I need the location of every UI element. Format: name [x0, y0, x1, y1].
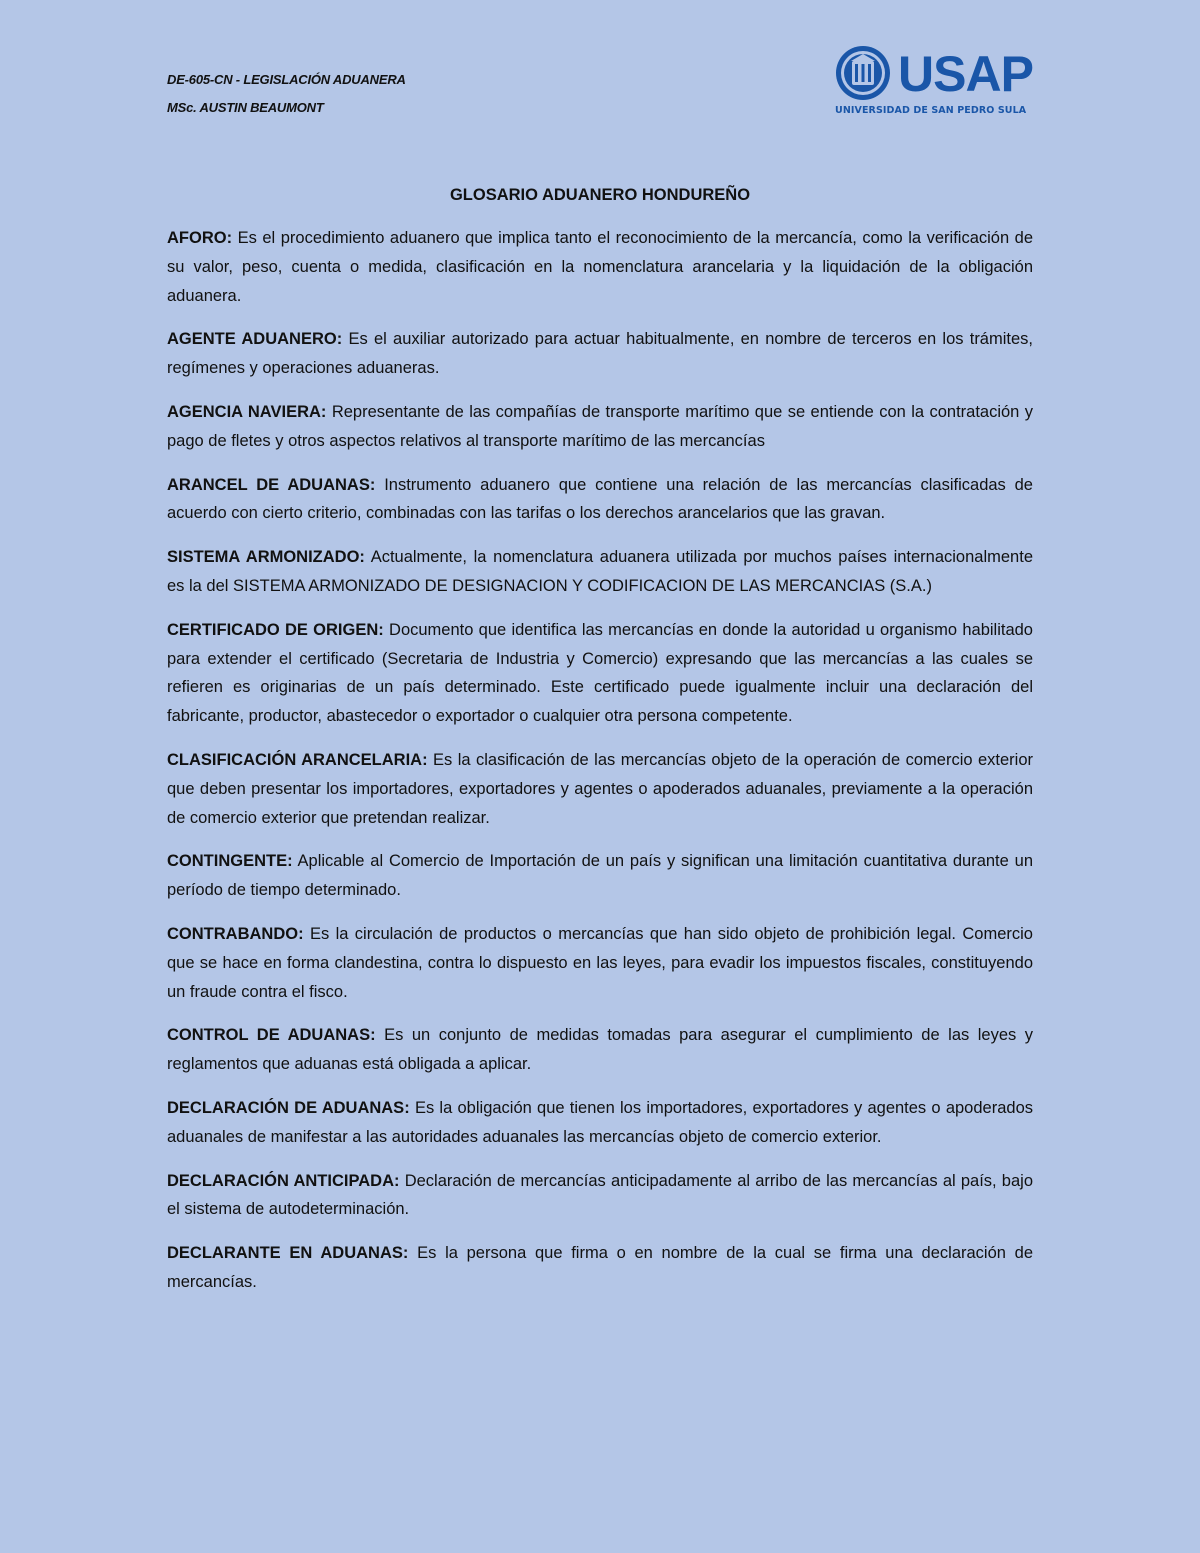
glossary-entry	[167, 1239, 1033, 1297]
glossary-entry	[167, 746, 1033, 832]
university-seal-icon	[834, 44, 892, 102]
glossary-term: AFORO:	[167, 229, 233, 247]
glossary-entry	[167, 471, 1033, 529]
glossary-entry	[167, 1167, 1033, 1225]
glossary-term: CERTIFICADO DE ORIGEN:	[167, 620, 384, 639]
usap-wordmark: USAP	[898, 46, 1033, 102]
glossary-term: CONTRABANDO:	[167, 924, 304, 943]
glossary-term: CONTINGENTE:	[167, 852, 293, 871]
page-title: GLOSARIO ADUANERO HONDUREÑO	[449, 186, 751, 204]
glossary-definition: Actualmente, la nomenclatura aduanera utilizada por muchos países internacionalmente es la del SISTEMA ARMONIZADO DE DESIGNACION Y CODIFICACION DE LAS MERCANCIAS (S.A.)	[167, 548, 1033, 595]
glossary-definition: Es la obligación que tienen los importadores, exportadores y agentes o apoderados aduanales de manifestar a las autoridades aduanales las mercancías objeto de comercio exterior.	[167, 1098, 1033, 1146]
glossary-entry	[167, 1094, 1033, 1152]
glossary-definition: Documento que identifica las mercancías en donde la autoridad u organismo habilitado para extender el certificado (Secretaria de Industria y Comercio) expresando que las mercancías a las cuales se refieren es originarias de un país determinado. Este certificado puede igualmente incluir una declaración del fabricante, productor, abastecedor o exportador o cualquier otra persona competente.	[167, 620, 1033, 726]
glossary-definition: Representante de las compañías de transporte marítimo que se entiende con la contratación y pago de fletes y otros aspectos relativos al transporte marítimo de las mercancías	[167, 402, 1034, 450]
glossary-term: DECLARANTE EN ADUANAS:	[167, 1244, 409, 1263]
glossary-entry	[167, 543, 1033, 601]
glossary-term: CONTROL DE ADUANAS:	[167, 1026, 376, 1045]
glossary-definition: Es la circulación de productos o mercancías que han sido objeto de prohibición legal. Comercio que se hace en forma clandestina, contra lo dispuesto en las leyes, para evadir los impuestos fiscales, constituyendo un fraude contra el fisco.	[167, 924, 1033, 1001]
glossary-definition: Declaración de mercancías anticipadamente al arribo de las mercancías al país, bajo el sistema de autodeterminación.	[167, 1171, 1034, 1219]
glossary-term: DECLARACIÓN ANTICIPADA:	[167, 1171, 400, 1190]
usap-logo	[834, 44, 1034, 120]
usap-subtitle: UNIVERSIDAD DE SAN PEDRO SULA	[835, 105, 1027, 116]
glossary-list	[167, 224, 1033, 1312]
glossary-entry	[167, 847, 1033, 905]
glossary-entry	[167, 616, 1033, 731]
glossary-term: AGENCIA NAVIERA:	[167, 402, 327, 421]
glossary-entry	[167, 920, 1033, 1006]
course-code: DE-605-CN - LEGISLACIÓN ADUANERA	[167, 72, 406, 87]
glossary-definition: Es el procedimiento aduanero que implica tanto el reconocimiento de la mercancía, como la verificación de su valor, peso, cuenta o medida, clasificación en la nomenclatura arancelaria y la liquidación de la obligación aduanera.	[167, 229, 1034, 305]
glossary-definition: Es la persona que firma o en nombre de la cual se firma una declaración de mercancías.	[167, 1244, 1033, 1291]
glossary-definition: Instrumento aduanero que contiene una relación de las mercancías clasificadas de acuerdo con cierto criterio, combinadas con las tarifas o los derechos arancelarios que las gravan.	[167, 475, 1033, 523]
glossary-term: DECLARACIÓN DE ADUANAS:	[167, 1098, 410, 1117]
glossary-term: SISTEMA ARMONIZADO:	[167, 548, 365, 567]
glossary-definition: Es la clasificación de las mercancías objeto de la operación de comercio exterior que deben presentar los importadores, exportadores y agentes o apoderados aduanales, previamente a la operación de comercio exterior que pretendan realizar.	[167, 750, 1033, 827]
glossary-definition: Es el auxiliar autorizado para actuar habitualmente, en nombre de terceros en los trámites, regímenes y operaciones aduaneras.	[167, 330, 1033, 378]
glossary-entry	[167, 1021, 1033, 1079]
instructor-name: MSc. AUSTIN BEAUMONT	[167, 100, 324, 115]
glossary-entry	[167, 398, 1033, 456]
glossary-entry	[167, 325, 1033, 383]
glossary-definition: Aplicable al Comercio de Importación de un país y significan una limitación cuantitativa durante un período de tiempo determinado.	[167, 852, 1033, 900]
glossary-term: ARANCEL DE ADUANAS:	[167, 475, 376, 494]
glossary-definition: Es un conjunto de medidas tomadas para asegurar el cumplimiento de las leyes y reglamentos que aduanas está obligada a aplicar.	[167, 1026, 1034, 1074]
glossary-term: CLASIFICACIÓN ARANCELARIA:	[167, 750, 428, 769]
document-header	[167, 70, 406, 126]
glossary-entry	[167, 224, 1033, 310]
glossary-term: AGENTE ADUANERO:	[167, 330, 343, 349]
